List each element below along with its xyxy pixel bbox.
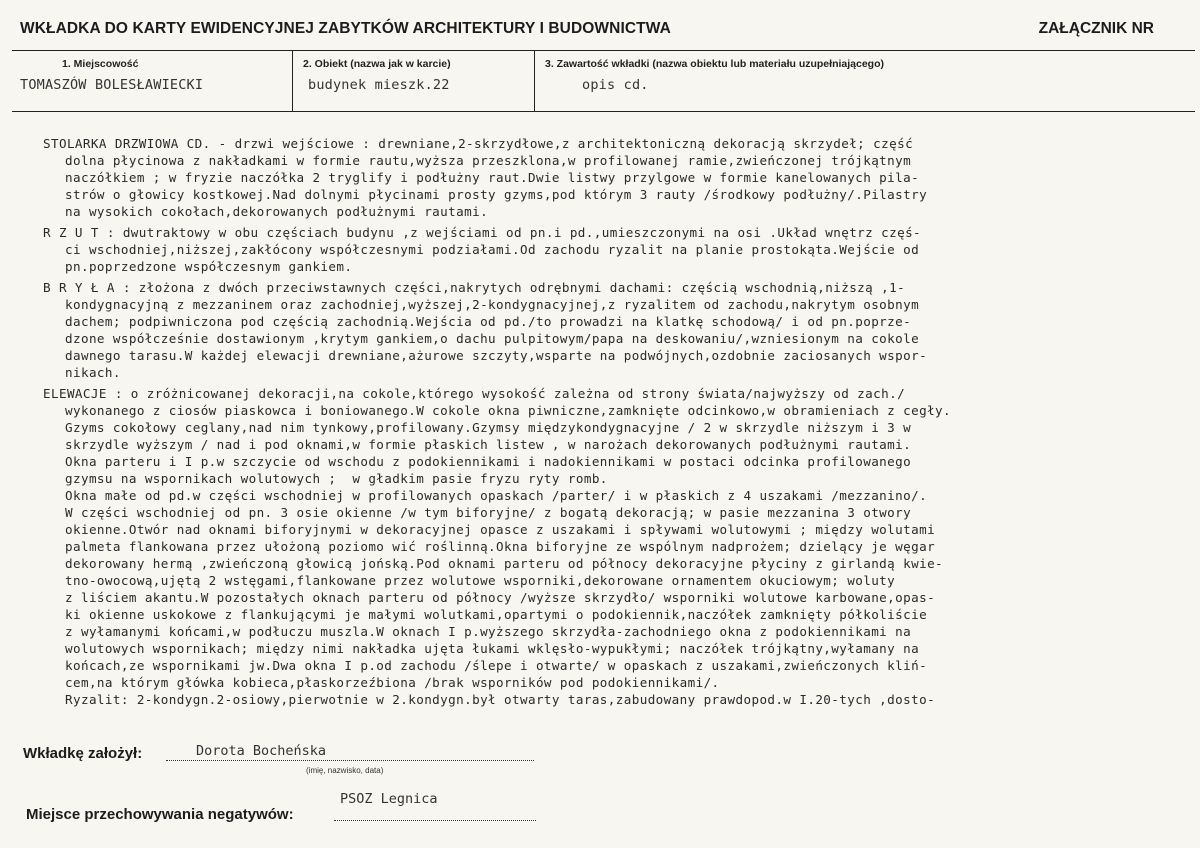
description-text (43, 135, 1173, 712)
storage-label: Miejsce przechowywania negatywów: (26, 806, 294, 823)
description-paragraph (43, 224, 1173, 275)
field-value: TOMASZÓW BOLESŁAWIECKI (20, 77, 204, 93)
text-line: STOLARKA DRZWIOWA CD. - drzwi wejściowe : drewniane,2-skrzydłowe,z architektoniczną dekoracją skrzydeł; część (43, 136, 914, 151)
text-line: wolutowych wspornikach; między nimi nakładka ujęta łukami wklęsło-wypukłymi; naczółek trójkątny,wyłamany na (65, 641, 920, 656)
founder-hint: (imię, nazwisko, data) (306, 766, 384, 775)
storage-dotted-line (334, 820, 536, 821)
field-value: budynek mieszk.22 (308, 77, 450, 93)
text-line: Okna małe od pd.w części wschodniej w profilowanych opaskach /parter/ i w płaskich z 4 uszakami /mezzanino/. (65, 488, 928, 503)
text-line: pn.poprzedzone współczesnym gankiem. (65, 259, 353, 274)
field-object (294, 51, 535, 111)
description-paragraph (43, 135, 1173, 220)
text-line: gzymsu na wspornikach wolutowych ; w gładkim pasie fryzu ryty romb. (65, 471, 608, 486)
text-line: dolna płycinowa z nakładkami w formie rautu,wyższa przeszklona,w profilowanej ramie,zwieńczonej trójkątnym (65, 153, 912, 168)
form-title: WKŁADKA DO KARTY EWIDENCYJNEJ ZABYTKÓW ARCHITEKTURY I BUDOWNICTWA (20, 20, 671, 37)
text-line: dzone współcześnie dostawionym ,krytym gankiem,o dachu pulpitowym/papa na deskowaniu/,wzniesionym na cokole (65, 331, 920, 346)
text-line: naczółkiem ; w fryzie naczółka 2 tryglify i podłużny raut.Dwie listwy przylgowe w formie kanelowanych pila- (65, 170, 920, 185)
text-line: palmeta flankowana przez ułożoną poziomo wić roślinną.Okna biforyjne ze wspólnym nadprożem; dzielący je węgar (65, 539, 936, 554)
text-line: cem,na którym główka kobieca,płaskorzeźbiona /brak wsporników pod podokiennikami/. (65, 675, 720, 690)
storage-value: PSOZ Legnica (340, 791, 438, 807)
text-line: ci wschodniej,niższej,zakłócony współczesnymi podziałami.Od zachodu ryzalit na planie prostokąta.Wejście od (65, 242, 920, 257)
text-line: z wyłamanymi końcami,w podłuczu muszla.W oknach I p.wyższego skrzydła-zachodniego okna z podokiennikami na (65, 624, 912, 639)
text-line: W części wschodniej od pn. 3 osie okienne /w tym biforyjne/ z bogatą dekoracją; w pasie mezzanina 3 otwory (65, 505, 912, 520)
field-label: 3. Zawartość wkładki (nazwa obiektu lub materiału uzupełniającego) (545, 58, 884, 70)
text-line: strów o głowicy kostkowej.Nad dolnymi płycinami prosty gzyms,pod którym 3 rauty /środkowy podłużny/.Pilastry (65, 187, 928, 202)
founder-value: Dorota Bocheńska (196, 743, 327, 759)
header-fields-box (12, 50, 1195, 112)
founder-label: Wkładkę założył: (23, 745, 143, 762)
text-line: Ryzalit: 2-kondygn.2-osiowy,pierwotnie w 2.kondygn.był otwarty taras,zabudowany prawdopod.w I.20-tych ,dosto- (65, 692, 936, 707)
text-line: skrzydle wyższym / nad i pod oknami,w formie płaskich listew , w narożach dekorowanych podłużnymi rautami. (65, 437, 912, 452)
text-line: końcach,ze wspornikami jw.Dwa okna I p.od zachodu /ślepe i otwarte/ w opaskach z uszakami,zwieńczonych kliń- (65, 658, 928, 673)
text-line: dekorowany hermą ,zwieńczoną głowicą jońską.Pod oknami parteru od północy dekoracyjne płyciny z girlandą kwie- (65, 556, 944, 571)
field-value: opis cd. (582, 77, 649, 93)
text-line: R Z U T : dwutraktowy w obu częściach budynu ,z wejściami od pn.i pd.,umieszczonymi na osi .Układ wnętrz częś- (43, 225, 922, 240)
field-label: 1. Miejscowość (62, 58, 139, 70)
description-paragraph (43, 385, 1173, 708)
attachment-number-label: ZAŁĄCZNIK NR (1038, 20, 1154, 37)
text-line: dawnego tarasu.W każdej elewacji drewniane,ażurowe szczyty,wsparte na podwójnych,ozdobnie zaciosanych wspor- (65, 348, 928, 363)
field-label: 2. Obiekt (nazwa jak w karcie) (303, 58, 451, 70)
text-line: wykonanego z ciosów piaskowca i boniowanego.W cokole okna piwniczne,zamknięte odcinkowo,w obramieniach z cegły. (65, 403, 952, 418)
text-line: B R Y Ł A : złożona z dwóch przeciwstawnych części,nakrytych odrębnymi dachami: częścią wschodnią,niższą ,1- (43, 280, 906, 295)
text-line: Gzyms cokołowy ceglany,nad nim tynkowy,profilowany.Gzymsy międzykondygnacyjne / 2 w skrzydle niższym i 3 w (65, 420, 912, 435)
text-line: Okna parteru i I p.w szczycie od wschodu z podokiennikami i nadokiennikami w postaci odcinka profilowanego (65, 454, 912, 469)
field-locality (12, 51, 293, 111)
text-line: okienne.Otwór nad oknami biforyjnymi w dekoracyjnej opasce z uszakami i spływami wolutowymi ; między wolutami (65, 522, 936, 537)
text-line: nikach. (65, 365, 121, 380)
text-line: na wysokich cokołach,dekorowanych podłużnymi rautami. (65, 204, 489, 219)
founder-dotted-line (166, 760, 534, 761)
text-line: z liściem akantu.W pozostałych oknach parteru od północy /wyższe skrzydło/ wsporniki wolutowe karbowane,opas- (65, 590, 936, 605)
field-contents (536, 51, 1195, 111)
text-line: tno-owocową,ujętą 2 wstęgami,flankowane przez wolutowe wsporniki,dekorowane ornamentem okuciowym; woluty (65, 573, 896, 588)
text-line: ELEWACJE : o zróżnicowanej dekoracji,na cokole,którego wysokość zależna od strony świata/najwyższy od zach./ (43, 386, 906, 401)
text-line: dachem; podpiwniczona pod częścią zachodnią.Wejścia od pd./to prowadzi na klatkę schodową/ i od pn.poprze- (65, 314, 912, 329)
description-paragraph (43, 279, 1173, 381)
text-line: kondygnacyjną z mezzaninem oraz zachodniej,wyższej,2-kondygnacyjnej,z ryzalitem od zachodu,nakrytym osobnym (65, 297, 920, 312)
text-line: ki okienne uskokowe z flankującymi je małymi wolutkami,opartymi o podokiennik,naczółek zamknięty półkoliście (65, 607, 928, 622)
